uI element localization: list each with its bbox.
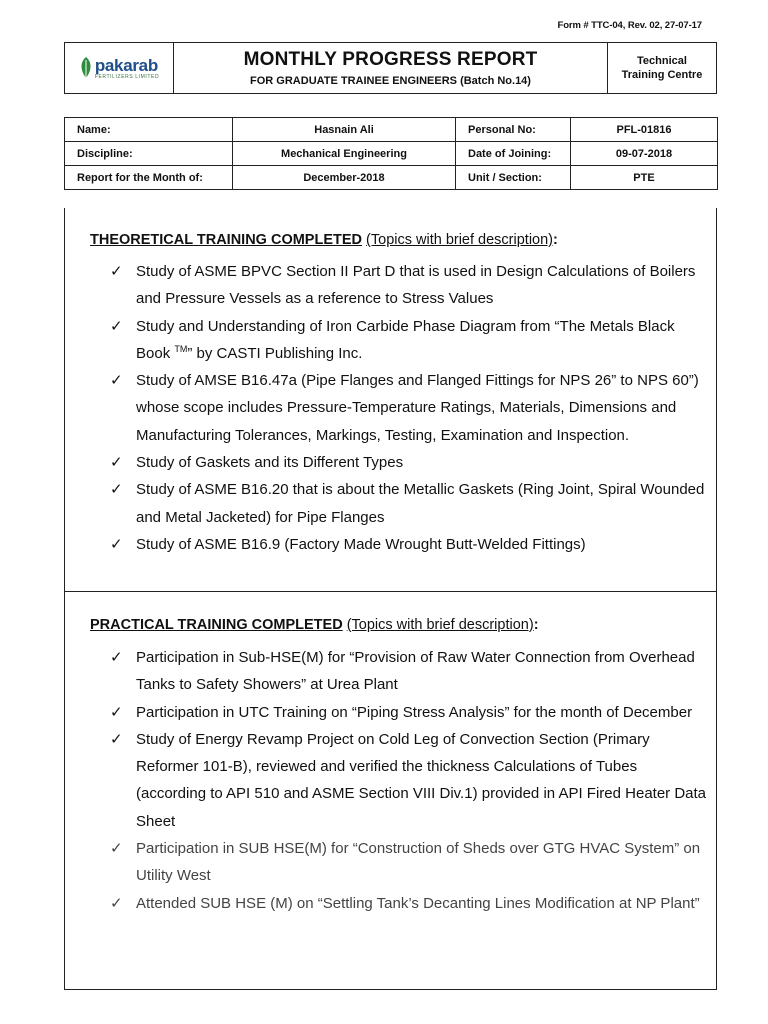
table-row <box>65 118 718 142</box>
check-icon: ✓ <box>110 372 123 390</box>
company-logo <box>65 43 174 93</box>
date-of-joining-value: 09-07-2018 <box>571 142 718 166</box>
report-header <box>64 42 717 94</box>
logo-subtext: FERTILIZERS LIMITED <box>94 73 160 80</box>
check-icon: ✓ <box>110 649 123 666</box>
list-item: ✓ Study of ASME BPVC Section II Part D that is used in Design Calculations of Boilers and Pressure Vessels as a reference to Stress Values <box>110 258 706 313</box>
practical-training-section <box>64 591 717 990</box>
check-icon: ✓ <box>110 535 123 553</box>
check-icon: ✓ <box>110 263 123 280</box>
report-month-label: Report for the Month of: <box>65 166 233 190</box>
trainee-info-table <box>64 117 718 190</box>
check-icon: ✓ <box>110 454 123 472</box>
list-item: ✓ Study of ASME B16.20 that is about the Metallic Gaskets (Ring Joint, Spiral Wounded and Metal Jacketed) for Pipe Flanges <box>110 476 706 531</box>
theoretical-heading: THEORETICAL TRAINING COMPLETED <box>90 232 363 248</box>
name-value: Hasnain Ali <box>233 118 456 142</box>
list-item: ✓ Participation in UTC Training on “Piping Stress Analysis” for the month of December <box>110 699 706 726</box>
unit-section-value: PTE <box>571 166 718 190</box>
table-row <box>65 166 718 190</box>
discipline-label: Discipline: <box>65 142 233 166</box>
report-subtitle: FOR GRADUATE TRAINEE ENGINEERS (Batch No.14) <box>250 75 531 87</box>
check-icon: ✓ <box>110 840 123 858</box>
check-icon: ✓ <box>110 894 123 912</box>
personal-no-value: PFL-01816 <box>571 118 718 142</box>
heading-colon: : <box>533 617 539 633</box>
check-icon: ✓ <box>110 317 123 335</box>
practical-heading: PRACTICAL TRAINING COMPLETED <box>90 617 343 633</box>
check-icon: ✓ <box>110 730 123 748</box>
personal-no-label: Personal No: <box>456 118 571 142</box>
table-row <box>65 142 718 166</box>
trademark: TM <box>174 343 188 354</box>
heading-colon: : <box>553 232 558 248</box>
theoretical-list <box>110 258 706 558</box>
list-item: ✓ Study of ASME B16.9 (Factory Made Wrought Butt-Welded Fittings) <box>110 531 706 558</box>
logo-name: pakarab <box>94 55 158 75</box>
list-item: ✓ Study of Gaskets and its Different Types <box>110 449 706 476</box>
report-month-value: December-2018 <box>233 166 456 190</box>
training-centre-label <box>608 43 716 93</box>
centre-line-2: Training Centre <box>621 69 703 81</box>
report-title: MONTHLY PROGRESS REPORT <box>243 49 538 70</box>
check-icon: ✓ <box>110 703 123 721</box>
section-heading <box>90 232 558 248</box>
list-item: ✓ Participation in Sub-HSE(M) for “Provision of Raw Water Connection from Overhead Tanks to Safety Showers” at Urea Plant <box>110 644 706 699</box>
practical-list <box>110 644 706 917</box>
section-heading <box>90 617 539 633</box>
theoretical-training-section <box>64 208 717 592</box>
list-item: ✓ Study of Energy Revamp Project on Cold Leg of Convection Section (Primary Reformer 101-B), reviewed and verified the thickness Calculations of Tubes (according to API 510 and ASME Section VIII Div.1) provided in API Fired Heater Data Sheet <box>110 726 706 835</box>
check-icon: ✓ <box>110 481 123 499</box>
form-number: Form # TTC-04, Rev. 02, 27-07-17 <box>557 20 702 31</box>
name-label: Name: <box>65 118 233 142</box>
unit-section-label: Unit / Section: <box>456 166 571 190</box>
date-of-joining-label: Date of Joining: <box>456 142 571 166</box>
list-item: ✓ Participation in SUB HSE(M) for “Construction of Sheds over GTG HVAC System” on Utility West <box>110 835 706 890</box>
heading-description: (Topics with brief description) <box>346 617 534 633</box>
heading-description: (Topics with brief description) <box>366 232 554 248</box>
centre-line-1: Technical <box>637 54 687 67</box>
list-item: ✓ Study of AMSE B16.47a (Pipe Flanges and Flanged Fittings for NPS 26” to NPS 60”) whose scope includes Pressure-Temperature Ratings, Materials, Dimensions and Manufacturing Tolerances, Markings, Testing, Examination and Inspection. <box>110 367 706 449</box>
list-item: ✓ Attended SUB HSE (M) on “Settling Tank’s Decanting Lines Modification at NP Plant” <box>110 890 706 917</box>
leaf-icon <box>79 56 93 80</box>
discipline-value: Mechanical Engineering <box>233 142 456 166</box>
list-item: ✓ Study and Understanding of Iron Carbide Phase Diagram from “The Metals Black Book ™” by CASTI Publishing Inc. <box>110 313 706 368</box>
